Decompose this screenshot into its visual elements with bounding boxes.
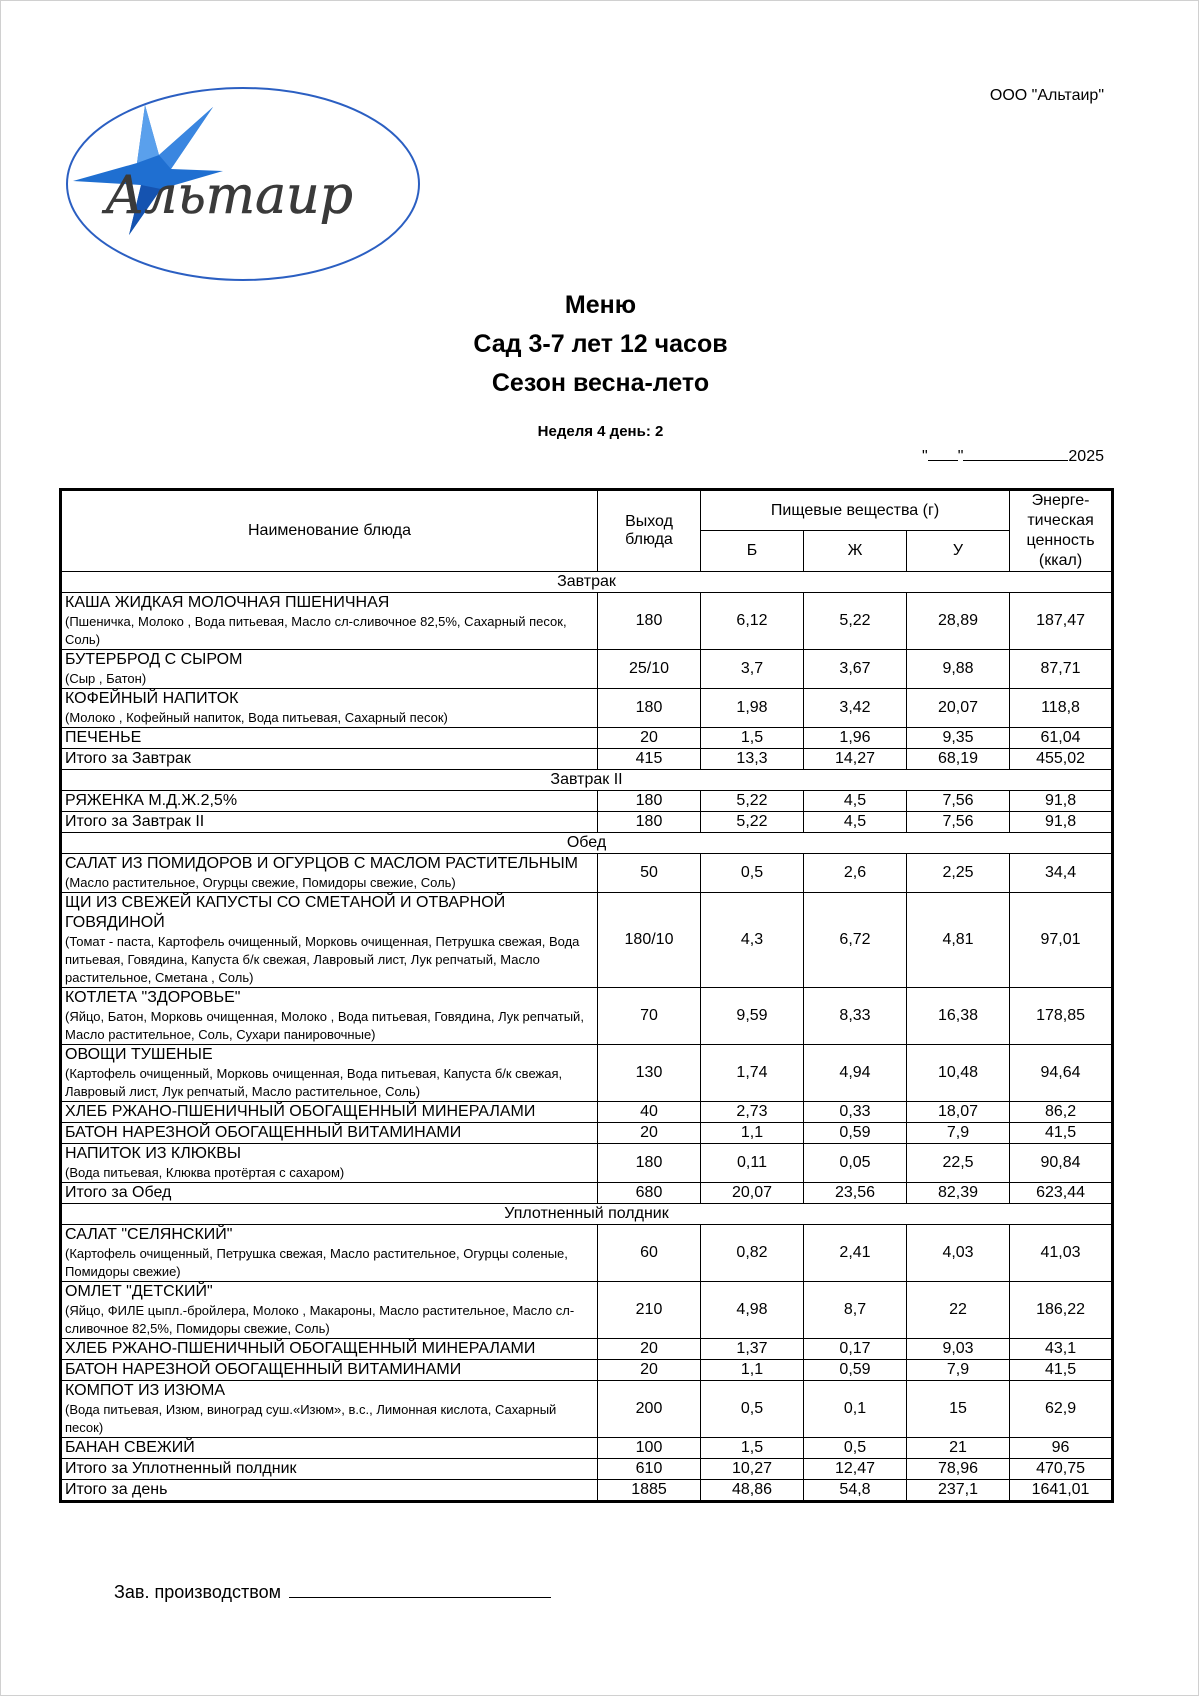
dish-name: БАТОН НАРЕЗНОЙ ОБОГАЩЕННЫЙ ВИТАМИНАМИ	[65, 1124, 462, 1141]
value-zh: 0,5	[804, 1438, 907, 1459]
dish-composition: (Яйцо, Батон, Морковь очищенная, Молоко , Вода питьевая, Говядина, Лук репчатый, Масло растительное, Соль, Сухари панировочные)	[65, 1009, 584, 1042]
value-zh: 54,8	[804, 1480, 907, 1502]
altair-logo-graphic	[63, 85, 423, 283]
value-zh: 0,59	[804, 1123, 907, 1144]
table-row	[61, 1123, 1113, 1144]
table-row	[61, 1045, 1113, 1102]
value-zh: 0,59	[804, 1360, 907, 1381]
signature-label: Зав. производством	[114, 1582, 281, 1602]
dish-cell	[61, 1339, 598, 1360]
dish-name: КОМПОТ ИЗ ИЗЮМА	[65, 1382, 226, 1399]
header-protein: Б	[701, 531, 804, 572]
value-b: 48,86	[701, 1480, 804, 1502]
logo-text: Альтаир	[105, 166, 353, 226]
dish-name: ЩИ ИЗ СВЕЖЕЙ КАПУСТЫ СО СМЕТАНОЙ И ОТВАРНОЙ ГОВЯДИНОЙ	[65, 894, 506, 931]
total-label: Итого за Обед	[61, 1183, 598, 1204]
value-b: 1,1	[701, 1123, 804, 1144]
value-u: 9,88	[907, 650, 1010, 689]
header-output: Выход блюда	[598, 490, 701, 572]
value-b: 5,22	[701, 812, 804, 833]
value-b: 1,5	[701, 1438, 804, 1459]
table-row	[61, 650, 1113, 689]
value-u: 15	[907, 1381, 1010, 1438]
total-label: Итого за Завтрак	[61, 749, 598, 770]
dish-name: ПЕЧЕНЬЕ	[65, 729, 142, 746]
value-u: 18,07	[907, 1102, 1010, 1123]
value-u: 10,48	[907, 1045, 1010, 1102]
value-u: 7,9	[907, 1360, 1010, 1381]
value-b: 4,3	[701, 893, 804, 988]
value-out: 70	[598, 988, 701, 1045]
dish-cell	[61, 650, 598, 689]
section-title: Завтрак	[61, 572, 1113, 593]
dish-name: ХЛЕБ РЖАНО-ПШЕНИЧНЫЙ ОБОГАЩЕННЫЙ МИНЕРАЛАМИ	[65, 1340, 536, 1357]
value-zh: 8,7	[804, 1282, 907, 1339]
value-e: 455,02	[1010, 749, 1113, 770]
value-out: 180	[598, 689, 701, 728]
dish-composition: (Пшеничка, Молоко , Вода питьевая, Масло сл-сливочное 82,5%, Сахарный песок, Соль)	[65, 614, 567, 647]
value-e: 186,22	[1010, 1282, 1113, 1339]
value-e: 91,8	[1010, 812, 1113, 833]
date-quote-close: "	[957, 448, 964, 465]
section-total-row	[61, 812, 1113, 833]
header-fat: Ж	[804, 531, 907, 572]
value-b: 1,5	[701, 728, 804, 749]
dish-name: БАНАН СВЕЖИЙ	[65, 1439, 195, 1456]
signature-line	[114, 1579, 551, 1603]
dish-cell	[61, 593, 598, 650]
header-dish-name: Наименование блюда	[61, 490, 598, 572]
dish-name: ХЛЕБ РЖАНО-ПШЕНИЧНЫЙ ОБОГАЩЕННЫЙ МИНЕРАЛАМИ	[65, 1103, 536, 1120]
value-zh: 14,27	[804, 749, 907, 770]
date-day-blank	[928, 445, 958, 461]
dish-name: БУТЕРБРОД С СЫРОМ	[65, 651, 243, 668]
section-header-row	[61, 1204, 1113, 1225]
value-b: 0,5	[701, 1381, 804, 1438]
value-e: 470,75	[1010, 1459, 1113, 1480]
value-zh: 2,6	[804, 854, 907, 893]
dish-name: БАТОН НАРЕЗНОЙ ОБОГАЩЕННЫЙ ВИТАМИНАМИ	[65, 1361, 462, 1378]
dish-cell	[61, 1381, 598, 1438]
value-e: 86,2	[1010, 1102, 1113, 1123]
dish-cell	[61, 1282, 598, 1339]
dish-name: КОФЕЙНЫЙ НАПИТОК	[65, 690, 239, 707]
value-e: 118,8	[1010, 689, 1113, 728]
dish-name: КАША ЖИДКАЯ МОЛОЧНАЯ ПШЕНИЧНАЯ	[65, 594, 390, 611]
title-block	[1, 286, 1199, 403]
value-out: 130	[598, 1045, 701, 1102]
value-zh: 3,42	[804, 689, 907, 728]
value-u: 7,9	[907, 1123, 1010, 1144]
value-u: 7,56	[907, 791, 1010, 812]
value-u: 20,07	[907, 689, 1010, 728]
value-zh: 4,5	[804, 791, 907, 812]
value-e: 96	[1010, 1438, 1113, 1459]
total-label: Итого за день	[61, 1480, 598, 1502]
value-zh: 8,33	[804, 988, 907, 1045]
title-line-1: Меню	[564, 291, 637, 319]
value-zh: 0,33	[804, 1102, 907, 1123]
value-e: 43,1	[1010, 1339, 1113, 1360]
value-b: 2,73	[701, 1102, 804, 1123]
value-u: 2,25	[907, 854, 1010, 893]
value-b: 6,12	[701, 593, 804, 650]
dish-composition: (Картофель очищенный, Морковь очищенная, Вода питьевая, Капуста б/к свежая, Лавровый лист, Лук репчатый, Масло растительное, Соль)	[65, 1066, 563, 1099]
value-out: 25/10	[598, 650, 701, 689]
value-zh: 12,47	[804, 1459, 907, 1480]
day-total-row	[61, 1480, 1113, 1502]
menu-table	[59, 488, 1114, 1503]
value-e: 87,71	[1010, 650, 1113, 689]
dish-name: РЯЖЕНКА М.Д.Ж.2,5%	[65, 792, 238, 809]
value-e: 90,84	[1010, 1144, 1113, 1183]
value-out: 20	[598, 1360, 701, 1381]
week-day: Неделя 4 день: 2	[537, 423, 664, 440]
value-out: 180/10	[598, 893, 701, 988]
value-b: 10,27	[701, 1459, 804, 1480]
value-zh: 0,1	[804, 1381, 907, 1438]
dish-cell	[61, 1102, 598, 1123]
value-zh: 3,67	[804, 650, 907, 689]
dish-composition: (Вода питьевая, Изюм, виноград суш.«Изюм», в.с., Лимонная кислота, Сахарный песок)	[65, 1402, 557, 1435]
dish-cell	[61, 1438, 598, 1459]
value-zh: 4,94	[804, 1045, 907, 1102]
table-row	[61, 1225, 1113, 1282]
value-u: 9,03	[907, 1339, 1010, 1360]
value-b: 4,98	[701, 1282, 804, 1339]
dish-name: КОТЛЕТА "ЗДОРОВЬЕ"	[65, 989, 241, 1006]
table-row	[61, 1144, 1113, 1183]
value-e: 97,01	[1010, 893, 1113, 988]
date-year: 2025	[1068, 448, 1104, 465]
value-zh: 6,72	[804, 893, 907, 988]
value-out: 680	[598, 1183, 701, 1204]
dish-cell	[61, 1225, 598, 1282]
dish-cell	[61, 988, 598, 1045]
value-u: 9,35	[907, 728, 1010, 749]
value-e: 1641,01	[1010, 1480, 1113, 1502]
dish-cell	[61, 1144, 598, 1183]
section-title: Уплотненный полдник	[61, 1204, 1113, 1225]
value-zh: 23,56	[804, 1183, 907, 1204]
value-out: 415	[598, 749, 701, 770]
dish-composition: (Картофель очищенный, Петрушка свежая, Масло растительное, Огурцы соленые, Помидоры свежие)	[65, 1246, 568, 1279]
value-out: 60	[598, 1225, 701, 1282]
section-total-row	[61, 1459, 1113, 1480]
value-u: 68,19	[907, 749, 1010, 770]
table-row	[61, 1102, 1113, 1123]
date-month-blank	[963, 445, 1068, 461]
dish-cell	[61, 893, 598, 988]
value-e: 94,64	[1010, 1045, 1113, 1102]
dish-cell	[61, 689, 598, 728]
altair-logo	[63, 85, 423, 283]
section-total-row	[61, 1183, 1113, 1204]
value-e: 41,5	[1010, 1360, 1113, 1381]
date-quote-open: "	[922, 448, 928, 465]
section-title: Обед	[61, 833, 1113, 854]
table-row	[61, 893, 1113, 988]
section-header-row	[61, 770, 1113, 791]
value-zh: 4,5	[804, 812, 907, 833]
dish-cell	[61, 1045, 598, 1102]
value-out: 1885	[598, 1480, 701, 1502]
header-nutrients: Пищевые вещества (г)	[701, 490, 1010, 531]
title-line-3: Сезон весна-лето	[491, 369, 710, 397]
value-out: 20	[598, 728, 701, 749]
dish-cell	[61, 1360, 598, 1381]
company-name: ООО "Альтаир"	[989, 87, 1104, 104]
value-b: 1,98	[701, 689, 804, 728]
value-out: 20	[598, 1339, 701, 1360]
value-zh: 0,05	[804, 1144, 907, 1183]
table-row	[61, 1381, 1113, 1438]
value-e: 178,85	[1010, 988, 1113, 1045]
value-zh: 5,22	[804, 593, 907, 650]
table-row	[61, 988, 1113, 1045]
dish-name: НАПИТОК ИЗ КЛЮКВЫ	[65, 1145, 242, 1162]
value-b: 1,37	[701, 1339, 804, 1360]
table-row	[61, 1438, 1113, 1459]
value-zh: 0,17	[804, 1339, 907, 1360]
value-u: 22	[907, 1282, 1010, 1339]
value-u: 4,81	[907, 893, 1010, 988]
value-out: 180	[598, 791, 701, 812]
value-b: 5,22	[701, 791, 804, 812]
value-out: 50	[598, 854, 701, 893]
menu-body	[61, 572, 1113, 1502]
value-e: 61,04	[1010, 728, 1113, 749]
value-e: 34,4	[1010, 854, 1113, 893]
table-row	[61, 1282, 1113, 1339]
value-out: 180	[598, 1144, 701, 1183]
value-zh: 2,41	[804, 1225, 907, 1282]
value-e: 62,9	[1010, 1381, 1113, 1438]
table-row	[61, 689, 1113, 728]
dish-cell	[61, 854, 598, 893]
dish-name: ОВОЩИ ТУШЕНЫЕ	[65, 1046, 213, 1063]
value-u: 237,1	[907, 1480, 1010, 1502]
value-out: 180	[598, 593, 701, 650]
value-b: 13,3	[701, 749, 804, 770]
table-row	[61, 593, 1113, 650]
value-b: 0,11	[701, 1144, 804, 1183]
dish-name: ОМЛЕТ "ДЕТСКИЙ"	[65, 1283, 213, 1300]
dish-composition: (Вода питьевая, Клюква протёртая с сахаром)	[65, 1165, 345, 1180]
value-u: 16,38	[907, 988, 1010, 1045]
value-b: 0,5	[701, 854, 804, 893]
value-e: 41,03	[1010, 1225, 1113, 1282]
value-u: 82,39	[907, 1183, 1010, 1204]
section-header-row	[61, 833, 1113, 854]
dish-cell	[61, 791, 598, 812]
value-e: 41,5	[1010, 1123, 1113, 1144]
value-b: 9,59	[701, 988, 804, 1045]
value-out: 20	[598, 1123, 701, 1144]
value-u: 78,96	[907, 1459, 1010, 1480]
dish-composition: (Сыр , Батон)	[65, 671, 147, 686]
table-row	[61, 1339, 1113, 1360]
value-out: 40	[598, 1102, 701, 1123]
value-b: 1,74	[701, 1045, 804, 1102]
dish-composition: (Яйцо, ФИЛЕ цыпл.-бройлера, Молоко , Макароны, Масло растительное, Масло сл-сливочное 82,5%, Помидоры свежие, Соль)	[65, 1303, 575, 1336]
value-zh: 1,96	[804, 728, 907, 749]
dish-cell	[61, 1123, 598, 1144]
value-u: 7,56	[907, 812, 1010, 833]
dish-name: САЛАТ ИЗ ПОМИДОРОВ И ОГУРЦОВ С МАСЛОМ РАСТИТЕЛЬНЫМ	[65, 855, 578, 872]
table-row	[61, 854, 1113, 893]
dish-composition: (Масло растительное, Огурцы свежие, Помидоры свежие, Соль)	[65, 875, 456, 890]
table-row	[61, 791, 1113, 812]
table-row	[61, 728, 1113, 749]
dish-composition: (Томат - паста, Картофель очищенный, Морковь очищенная, Петрушка свежая, Вода питьевая, Говядина, Капуста б/к свежая, Лавровый лист, Лук репчатый, Масло растительное, Сметана , Соль)	[65, 934, 580, 985]
value-b: 0,82	[701, 1225, 804, 1282]
signature-blank	[289, 1579, 551, 1598]
value-u: 4,03	[907, 1225, 1010, 1282]
value-b: 3,7	[701, 650, 804, 689]
total-label: Итого за Уплотненный полдник	[61, 1459, 598, 1480]
dish-composition: (Молоко , Кофейный напиток, Вода питьевая, Сахарный песок)	[65, 710, 448, 725]
section-header-row	[61, 572, 1113, 593]
header-energy: Энерге-тическая ценность (ккал)	[1010, 490, 1113, 572]
value-e: 91,8	[1010, 791, 1113, 812]
value-out: 210	[598, 1282, 701, 1339]
title-line-2: Сад 3-7 лет 12 часов	[473, 330, 728, 358]
value-out: 200	[598, 1381, 701, 1438]
value-e: 187,47	[1010, 593, 1113, 650]
value-e: 623,44	[1010, 1183, 1113, 1204]
table-row	[61, 1360, 1113, 1381]
date-line	[922, 445, 1104, 466]
value-b: 20,07	[701, 1183, 804, 1204]
value-u: 28,89	[907, 593, 1010, 650]
value-b: 1,1	[701, 1360, 804, 1381]
dish-cell	[61, 728, 598, 749]
value-out: 180	[598, 812, 701, 833]
dish-name: САЛАТ "СЕЛЯНСКИЙ"	[65, 1226, 233, 1243]
total-label: Итого за Завтрак II	[61, 812, 598, 833]
value-u: 21	[907, 1438, 1010, 1459]
value-u: 22,5	[907, 1144, 1010, 1183]
section-title: Завтрак II	[61, 770, 1113, 791]
value-out: 610	[598, 1459, 701, 1480]
section-total-row	[61, 749, 1113, 770]
header-carbs: У	[907, 531, 1010, 572]
value-out: 100	[598, 1438, 701, 1459]
